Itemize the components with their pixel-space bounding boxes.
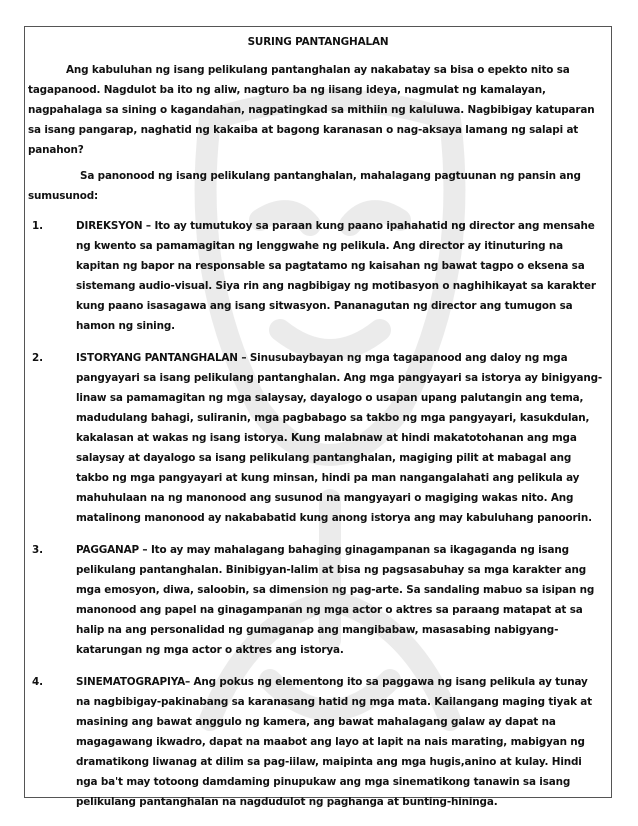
element-list bbox=[28, 216, 608, 812]
list-text: – Sinusubaybayan ng mga tagapanood ang daloy ng mga pangyayari sa isang pelikulang pantanghalan. Ang mga pangyayari sa istorya ay binigyang-linaw sa pamamagitan ng mga salaysay, dayalogo o usapan upang palutangin ang tema, madudulang bahagi, suliranin, mga pagbabago sa takbo ng mga pangyayari, kasukdulan, kakalasan at wakas ng isang istorya. Kung malabnaw at hindi makatotohanan ang mga salaysay at dayalogo sa isang pelikulang pantanghalan, magiging pilit at mabagal ang takbo ng mga pangyayari at kung minsan, hindi pa man nangangalahati ang pelikula ay mahuhulaan na ng manonood ang susunod na mangyayari o magiging wakas nito. Ang matalinong manonood ay nakababatid kung anong istorya ang may kabuluhang panoorin. bbox=[76, 352, 603, 524]
list-number: 4. bbox=[32, 676, 43, 688]
list-term: DIREKSYON bbox=[76, 220, 143, 232]
list-text: – Ito ay may mahalagang bahaging ginagampanan sa ikagaganda ng isang pelikulang pantanghalan. Binibigyan-lalim at bisa ng pagsasabuhay sa mga karakter ang mga emosyon, diwa, saloobin, sa dimension ng pag-arte. Sa sandaling mabuo sa isipan ng manonood ang papel na ginagampanan ng mga actor o aktres sa paraang matapat at sa halip na ang personalidad ng gumaganap ang mangibabaw, masasabing nabigyang-katarungan ng mga actor o aktres ang istorya. bbox=[76, 544, 595, 656]
list-text: – Ang pokus ng elementong ito sa paggawa ng isang pelikula ay tunay na nagbibigay-pakinabang sa karanasang hatid ng mga mata. Kailangang maging tiyak at masining ang bawat anggulo ng kamera, ang bawat mahalagang galaw ay dapat na magagawang ikwadro, dapat na maabot ang layo at lapit na nais marating, mabigyan ng dramatikong liwanag at dilim sa pag-iilaw, maipinta ang mga hugis,anino at kulay. Hindi nga ba't may totoong damdaming pinupukaw ang mga sinematikong tanawin sa isang pelikulang pantanghalan na nagdudulot ng paghanga at bunting-hininga. bbox=[76, 676, 592, 808]
list-number: 2. bbox=[32, 352, 43, 364]
list-item bbox=[28, 672, 608, 812]
list-term: SINEMATOGRAPIYA bbox=[76, 676, 186, 688]
list-text: – Ito ay tumutukoy sa paraan kung paano ipahahatid ng director ang mensahe ng kwento sa pamamagitan ng lenggwahe ng pelikula. Ang director ay itinuturing na kapitan ng bapor na responsable sa pagtatamo ng kaisahan ng bawat tagpo o eksena sa sistemang audio-visual. Siya rin ang nagbibigay ng motibasyon o naghihikayat sa karakter kung paano isasagawa ang isang sitwasyon. Pananagutan ng director ang tumugon sa hamon ng sining. bbox=[76, 220, 596, 332]
list-item bbox=[28, 540, 608, 660]
list-number: 3. bbox=[32, 544, 43, 556]
document-body bbox=[28, 32, 608, 824]
list-number: 1. bbox=[32, 220, 43, 232]
list-term: PAGGANAP bbox=[76, 544, 139, 556]
list-item bbox=[28, 216, 608, 336]
document-title: SURING PANTANGHALAN bbox=[247, 36, 389, 48]
lead-paragraph: Sa panonood ng isang pelikulang pantanghalan, mahalagang pagtuunan ng pansin ang sumusunod: bbox=[28, 170, 581, 202]
list-term: ISTORYANG PANTANGHALAN bbox=[76, 352, 238, 364]
intro-paragraph: Ang kabuluhan ng isang pelikulang pantanghalan ay nakabatay sa bisa o epekto nito sa tagapanood. Nagdulot ba ito ng aliw, nagturo ba ng iisang ideya, nagmulat ng kamalayan, nagpahalaga sa sining o kagandahan, nagpatingkad sa mithiin ng kaluluwa. Nagbibigay katuparan sa isang pangarap, naghatid ng kakaiba at bagong karanasan o nag-aksaya lamang ng salapi at panahon? bbox=[28, 64, 595, 156]
list-item bbox=[28, 348, 608, 528]
